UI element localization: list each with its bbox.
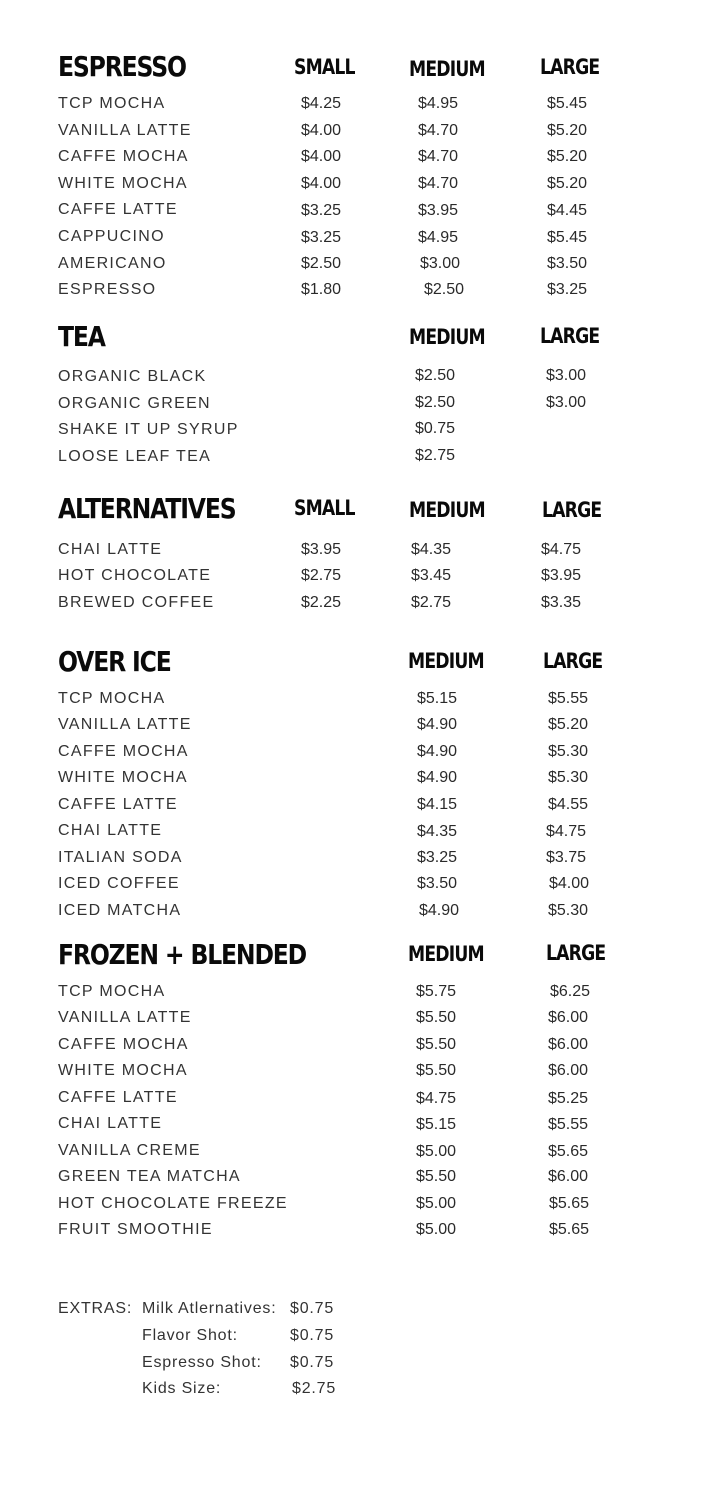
price-medium: $3.00 [420, 255, 461, 272]
price-medium: $4.90 [417, 716, 458, 733]
menu-item-name: HOT CHOCOLATE FREEZE [58, 1195, 288, 1212]
price-large: $5.20 [547, 148, 588, 165]
price-small: $3.95 [301, 541, 342, 558]
menu-item-name: CAFFE LATTE [58, 201, 178, 218]
price-medium: $2.50 [415, 394, 456, 411]
price-large: $5.45 [547, 95, 588, 112]
section-title-espresso: ESPRESSO [58, 50, 186, 83]
menu-item-name: ESPRESSO [58, 281, 157, 298]
price-large: $5.25 [548, 1090, 589, 1107]
price-medium: $4.90 [417, 769, 458, 786]
price-large: $5.65 [549, 1221, 590, 1238]
price-medium: $5.50 [416, 1168, 457, 1185]
price-medium: $5.50 [416, 1062, 457, 1079]
price-medium: $3.50 [417, 875, 458, 892]
price-large: $6.00 [548, 1168, 589, 1185]
price-large: $4.75 [541, 541, 582, 558]
column-header-medium: MEDIUM [409, 57, 485, 81]
price-medium: $4.95 [418, 95, 459, 112]
price-medium: $3.95 [418, 202, 459, 219]
price-medium: $4.70 [418, 122, 459, 139]
price-medium: $2.50 [424, 281, 465, 298]
price-large: $5.45 [547, 229, 588, 246]
extras-label: EXTRAS: [58, 1300, 133, 1317]
price-medium: $5.50 [416, 1036, 457, 1053]
menu-item-name: ORGANIC GREEN [58, 395, 211, 412]
price-large: $4.45 [547, 202, 588, 219]
price-large: $5.30 [548, 743, 589, 760]
menu-item-name: CAFFE MOCHA [58, 1036, 189, 1053]
price-medium: $2.75 [411, 594, 452, 611]
menu-item-name: CAFFE LATTE [58, 1089, 178, 1106]
menu-item-name: VANILLA LATTE [58, 122, 192, 139]
price-small: $4.00 [301, 122, 342, 139]
menu-item-name: ICED MATCHA [58, 902, 182, 919]
price-small: $4.00 [301, 175, 342, 192]
price-large: $3.75 [546, 849, 587, 866]
price-large: $5.55 [548, 1116, 589, 1133]
menu-item-name: CAFFE MOCHA [58, 743, 189, 760]
price-large: $5.55 [548, 690, 589, 707]
price-large: $4.00 [549, 875, 590, 892]
price-medium: $5.00 [416, 1221, 457, 1238]
menu-item-name: WHITE MOCHA [58, 175, 188, 192]
price-large: $5.30 [548, 902, 589, 919]
menu-item-name: WHITE MOCHA [58, 1062, 188, 1079]
section-title-frozen-blended: FROZEN + BLENDED [58, 938, 307, 971]
price-medium: $4.15 [417, 796, 458, 813]
column-header-small: SMALL [294, 496, 355, 520]
menu-item-name: CAFFE LATTE [58, 796, 178, 813]
section-title-tea: TEA [58, 320, 105, 353]
section-title-alternatives: ALTERNATIVES [58, 492, 236, 525]
price-medium: $3.25 [417, 849, 458, 866]
column-header-large: LARGE [540, 55, 600, 79]
menu-item-name: VANILLA CREME [58, 1142, 201, 1159]
price-medium: $5.00 [416, 1143, 457, 1160]
column-header-medium: MEDIUM [408, 942, 484, 966]
menu-item-name: LOOSE LEAF TEA [58, 448, 212, 465]
price-medium: $2.75 [415, 447, 456, 464]
price-large: $6.00 [548, 1009, 589, 1026]
price-large: $5.20 [548, 716, 589, 733]
menu-item-name: CHAI LATTE [58, 822, 163, 839]
price-large: $6.25 [550, 983, 591, 1000]
extras-item-price: $2.75 [292, 1380, 337, 1397]
price-large: $6.00 [548, 1062, 589, 1079]
price-medium: $4.90 [419, 902, 460, 919]
column-header-medium: MEDIUM [409, 325, 485, 349]
extras-item-price: $0.75 [290, 1327, 335, 1344]
price-medium: $5.00 [416, 1195, 457, 1212]
price-large: $3.00 [546, 367, 587, 384]
price-small: $2.75 [301, 567, 342, 584]
column-header-large: LARGE [543, 649, 603, 673]
price-medium: $4.35 [417, 823, 458, 840]
column-header-small: SMALL [294, 55, 355, 79]
price-small: $3.25 [301, 202, 342, 219]
menu-item-name: TCP MOCHA [58, 983, 166, 1000]
price-medium: $5.15 [416, 1116, 457, 1133]
price-small: $4.00 [301, 148, 342, 165]
price-small: $2.25 [301, 594, 342, 611]
price-large: $6.00 [548, 1036, 589, 1053]
menu-item-name: WHITE MOCHA [58, 769, 188, 786]
menu-item-name: ORGANIC BLACK [58, 368, 207, 385]
price-large: $5.65 [549, 1195, 590, 1212]
menu-item-name: SHAKE IT UP SYRUP [58, 421, 239, 438]
menu-item-name: BREWED COFFEE [58, 594, 215, 611]
menu-item-name: HOT CHOCOLATE [58, 567, 212, 584]
price-large: $5.20 [547, 122, 588, 139]
menu-item-name: CHAI LATTE [58, 541, 163, 558]
menu-item-name: TCP MOCHA [58, 95, 166, 112]
price-medium: $4.70 [418, 175, 459, 192]
menu-item-name: GREEN TEA MATCHA [58, 1168, 241, 1185]
price-large: $3.35 [541, 594, 582, 611]
price-large: $3.00 [546, 394, 587, 411]
price-medium: $2.50 [415, 367, 456, 384]
price-large: $4.75 [546, 823, 587, 840]
price-large: $4.55 [548, 796, 589, 813]
price-medium: $4.35 [411, 541, 452, 558]
column-header-large: LARGE [542, 498, 602, 522]
price-small: $4.25 [301, 95, 342, 112]
menu-item-name: ITALIAN SODA [58, 849, 183, 866]
menu-item-name: TCP MOCHA [58, 690, 166, 707]
extras-item-name: Flavor Shot: [142, 1327, 238, 1344]
column-header-large: LARGE [540, 324, 600, 348]
price-large: $5.65 [548, 1143, 589, 1160]
extras-item-name: Milk Atlernatives: [142, 1300, 277, 1317]
menu-item-name: CAFFE MOCHA [58, 148, 189, 165]
price-medium: $0.75 [415, 420, 456, 437]
price-large: $3.95 [541, 567, 582, 584]
menu-item-name: VANILLA LATTE [58, 1009, 192, 1026]
column-header-medium: MEDIUM [409, 498, 485, 522]
menu-item-name: AMERICANO [58, 255, 167, 272]
price-medium: $4.70 [418, 148, 459, 165]
price-medium: $5.15 [417, 690, 458, 707]
column-header-medium: MEDIUM [408, 649, 484, 673]
price-large: $5.20 [547, 175, 588, 192]
extras-item-price: $0.75 [290, 1300, 335, 1317]
menu-item-name: CHAI LATTE [58, 1115, 163, 1132]
column-header-large: LARGE [546, 941, 606, 965]
price-large: $3.25 [547, 281, 588, 298]
extras-item-price: $0.75 [290, 1354, 335, 1371]
menu-item-name: VANILLA LATTE [58, 716, 192, 733]
menu-item-name: CAPPUCINO [58, 228, 165, 245]
menu-item-name: ICED COFFEE [58, 875, 180, 892]
extras-item-name: Kids Size: [142, 1380, 222, 1397]
price-medium: $5.50 [416, 1009, 457, 1026]
menu-item-name: FRUIT SMOOTHIE [58, 1221, 213, 1238]
price-small: $1.80 [301, 281, 342, 298]
extras-item-name: Espresso Shot: [142, 1354, 262, 1371]
price-small: $2.50 [301, 255, 342, 272]
price-medium: $3.45 [411, 567, 452, 584]
price-large: $3.50 [547, 255, 588, 272]
price-large: $5.30 [548, 769, 589, 786]
price-medium: $4.90 [417, 743, 458, 760]
price-small: $3.25 [301, 229, 342, 246]
price-medium: $4.75 [416, 1090, 457, 1107]
price-medium: $5.75 [416, 983, 457, 1000]
section-title-over-ice: OVER ICE [58, 645, 171, 678]
price-medium: $4.95 [418, 229, 459, 246]
